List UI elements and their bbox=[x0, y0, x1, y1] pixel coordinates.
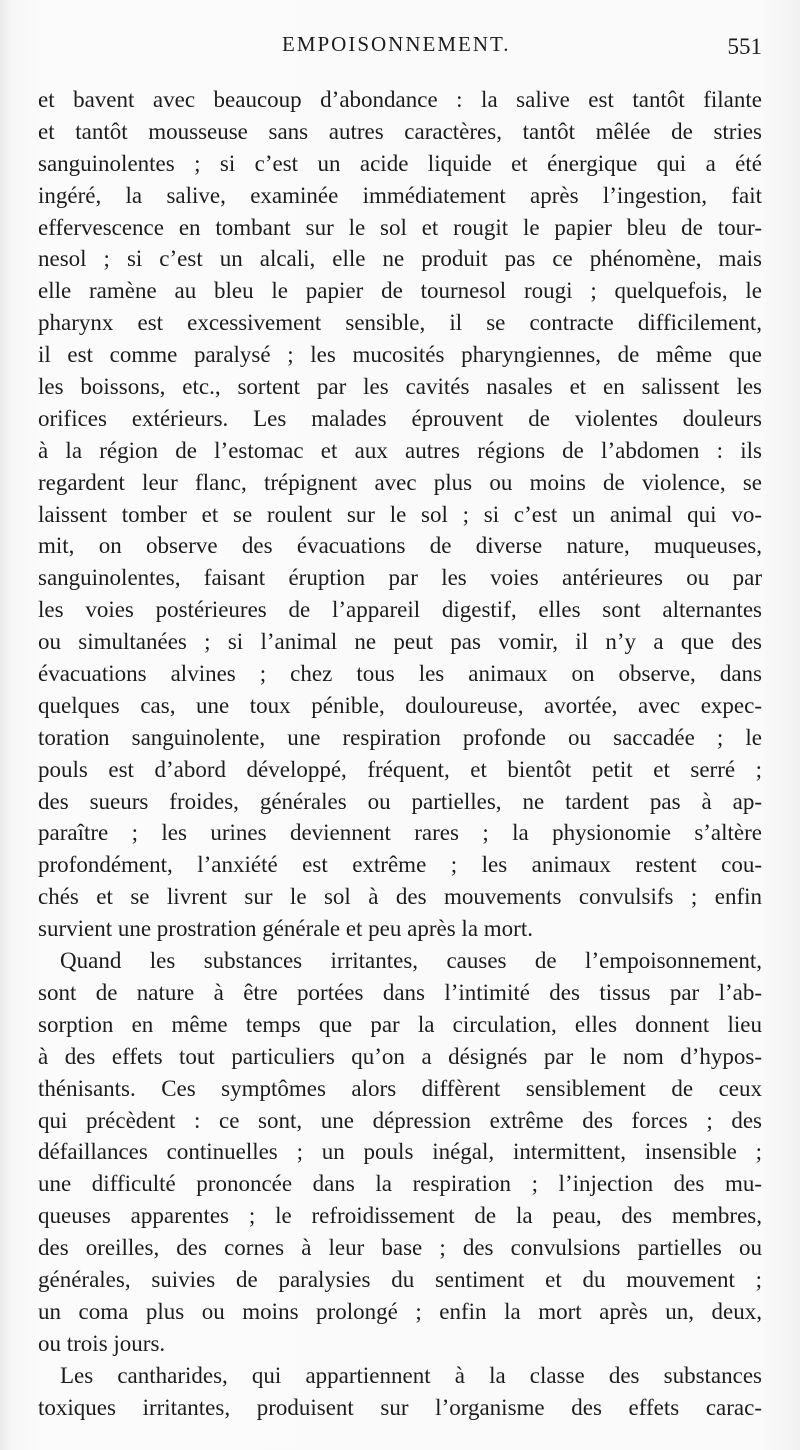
text-line: regardent leur flanc, trépignent avec plus ou moins de violence, se bbox=[38, 469, 762, 495]
text-line: à des effets tout particuliers qu’on a désignés par le nom d’hypos- bbox=[38, 1043, 762, 1069]
text-line: un coma plus ou moins prolongé ; enfin la mort après un, deux, bbox=[38, 1298, 762, 1324]
text-line: pharynx est excessivement sensible, il se contracte difficilement, bbox=[38, 310, 762, 336]
text-line: sorption en même temps que par la circulation, elles donnent lieu bbox=[38, 1011, 762, 1037]
text-line: laissent tomber et se roulent sur le sol ; si c’est un animal qui vo- bbox=[38, 501, 762, 527]
text-line: à la région de l’estomac et aux autres régions de l’abdomen : ils bbox=[38, 437, 762, 463]
text-line: elle ramène au bleu le papier de tournesol rougi ; quelquefois, le bbox=[38, 278, 762, 304]
text-line: queuses apparentes ; le refroidissement de la peau, des membres, bbox=[38, 1203, 762, 1229]
text-line: pouls est d’abord développé, fréquent, et bientôt petit et serré ; bbox=[38, 756, 762, 782]
paragraph-start-line: Quand les substances irritantes, causes de l’empoisonnement, bbox=[60, 948, 762, 974]
text-line: défaillances continuelles ; un pouls inégal, intermittent, insensible ; bbox=[38, 1139, 762, 1165]
text-line: thénisants. Ces symptômes alors diffèrent sensiblement de ceux bbox=[38, 1075, 762, 1101]
text-line: orifices extérieurs. Les malades éprouvent de violentes douleurs bbox=[38, 405, 762, 431]
text-line: générales, suivies de paralysies du sentiment et du mouvement ; bbox=[38, 1266, 762, 1292]
text-line: quelques cas, une toux pénible, douloureuse, avortée, avec expec- bbox=[38, 692, 762, 718]
text-line: des sueurs froides, générales ou partielles, ne tardent pas à ap- bbox=[38, 788, 762, 814]
text-line: toxiques irritantes, produisent sur l’organisme des effets carac- bbox=[38, 1394, 762, 1420]
text-line: sanguinolentes ; si c’est un acide liquide et énergique qui a été bbox=[38, 150, 762, 176]
running-title: EMPOISONNEMENT. bbox=[282, 32, 511, 56]
page-number: 551 bbox=[727, 34, 762, 59]
text-line: et tantôt mousseuse sans autres caractères, tantôt mêlée de stries bbox=[38, 118, 762, 144]
text-line: les boissons, etc., sortent par les cavités nasales et en salissent les bbox=[38, 374, 762, 400]
text-line: évacuations alvines ; chez tous les animaux on observe, dans bbox=[38, 661, 762, 687]
text-line: toration sanguinolente, une respiration profonde ou saccadée ; le bbox=[38, 724, 762, 750]
text-line: chés et se livrent sur le sol à des mouvements convulsifs ; enfin bbox=[38, 884, 762, 910]
text-line: paraître ; les urines deviennent rares ; la physionomie s’altère bbox=[38, 820, 762, 846]
page-header bbox=[0, 32, 800, 68]
text-line: profondément, l’anxiété est extrême ; les animaux restent cou- bbox=[38, 852, 762, 878]
text-line: il est comme paralysé ; les mucosités pharyngiennes, de même que bbox=[38, 342, 762, 368]
text-line: des oreilles, des cornes à leur base ; des convulsions partielles ou bbox=[38, 1235, 762, 1261]
text-line: ou simultanées ; si l’animal ne peut pas vomir, il n’y a que des bbox=[38, 629, 762, 655]
text-line: mit, on observe des évacuations de diverse nature, muqueuses, bbox=[38, 533, 762, 559]
text-line: sont de nature à être portées dans l’intimité des tissus par l’ab- bbox=[38, 979, 762, 1005]
text-line: une difficulté prononcée dans la respiration ; l’injection des mu- bbox=[38, 1171, 762, 1197]
text-line: nesol ; si c’est un alcali, elle ne produit pas ce phénomène, mais bbox=[38, 246, 762, 272]
paragraph-end-line: ou trois jours. bbox=[38, 1330, 166, 1356]
body-text bbox=[38, 84, 762, 1423]
paragraph-end-line: survient une prostration générale et peu après la mort. bbox=[38, 916, 533, 942]
text-line: et bavent avec beaucoup d’abondance : la salive est tantôt filante bbox=[38, 87, 762, 112]
text-line: qui précèdent : ce sont, une dépression extrême des forces ; des bbox=[38, 1107, 762, 1133]
text-line: les voies postérieures de l’appareil digestif, elles sont alternantes bbox=[38, 597, 762, 623]
text-line: ingéré, la salive, examinée immédiatement après l’ingestion, fait bbox=[38, 182, 762, 208]
text-line: sanguinolentes, faisant éruption par les voies antérieures ou par bbox=[38, 565, 762, 591]
paragraph-start-line: Les cantharides, qui appartiennent à la classe des substances bbox=[60, 1362, 762, 1388]
text-line: effervescence en tombant sur le sol et rougit le papier bleu de tour- bbox=[38, 214, 762, 240]
